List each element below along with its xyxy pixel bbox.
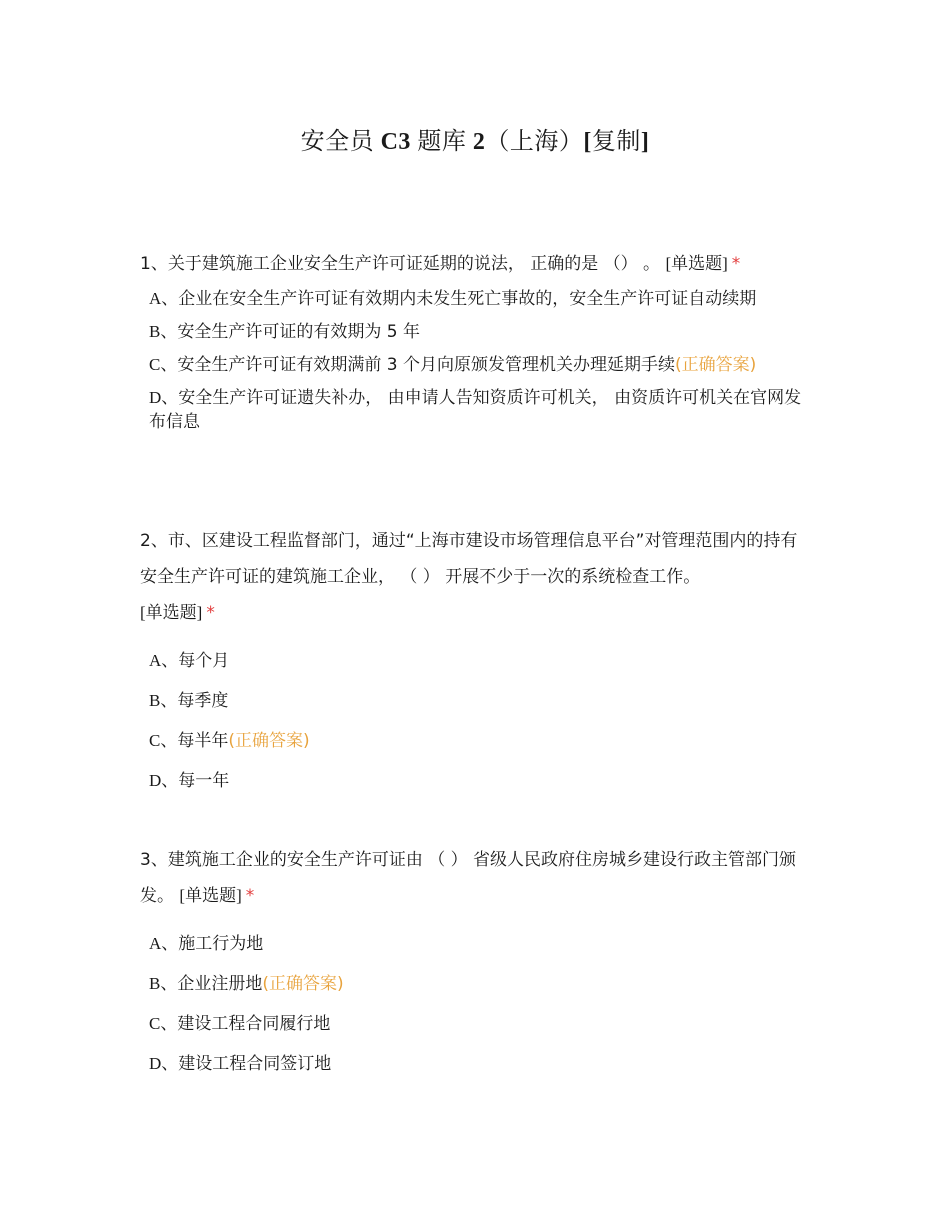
option-d[interactable] (149, 1044, 805, 1084)
option-letter: A (149, 934, 162, 953)
option-separator: 、 (160, 731, 178, 751)
option-text: 施工行为地 (178, 934, 264, 954)
option-text: 每半年 (177, 731, 229, 751)
option-a[interactable] (149, 924, 805, 964)
option-b[interactable] (149, 681, 805, 721)
option-list (140, 287, 805, 434)
option-letter: C (149, 1014, 161, 1033)
option-list (140, 924, 805, 1084)
option-separator: 、 (160, 1014, 178, 1034)
option-text: 企业在安全生产许可证有效期内未发生死亡事故的，安全生产许可证自动续期 (178, 289, 757, 309)
question-stem (140, 842, 805, 914)
title-bracket-open: [ (583, 129, 592, 156)
option-letter: D (149, 388, 162, 407)
title-text: 安全员 (300, 129, 381, 156)
title-bracket-close: ] (640, 129, 650, 156)
option-text: 企业注册地 (177, 974, 263, 994)
correct-answer-label: (正确答案) (674, 355, 757, 375)
option-c[interactable] (149, 1004, 805, 1044)
question-stem (140, 523, 805, 631)
option-letter: A (149, 289, 162, 308)
correct-answer-label: (正确答案) (228, 731, 310, 751)
option-text: 每一年 (178, 771, 230, 791)
option-text: 建设工程合同履行地 (177, 1014, 331, 1034)
question-type: [单选题] (179, 886, 242, 905)
question-2 (140, 523, 805, 801)
option-separator: 、 (160, 974, 178, 994)
option-a[interactable] (149, 641, 805, 681)
title-copy: 复制 (591, 129, 641, 156)
title-region: （上海） (485, 129, 584, 156)
question-text: 2、市、区建设工程监督部门，通过“上海市建设市场管理信息平台”对管理范围内的持有安全生产许可证的建筑施工企业， （ ） 开展不少于一次的系统检查工作。 (140, 531, 798, 587)
option-letter: D (149, 1054, 162, 1073)
option-letter: D (149, 771, 162, 790)
option-separator: 、 (161, 771, 179, 791)
option-text: 安全生产许可证遗失补办， 由申请人告知资质许可机关， 由资质许可机关在官网发布信息 (149, 388, 802, 432)
option-letter: C (149, 355, 161, 374)
correct-answer-label: (正确答案) (262, 974, 344, 994)
question-type: [单选题] (665, 254, 728, 273)
question-stem (140, 247, 805, 281)
option-list (140, 641, 805, 801)
option-text: 每个月 (178, 651, 230, 671)
option-separator: 、 (161, 289, 179, 309)
question-text: 1、关于建筑施工企业安全生产许可证延期的说法， 正确的是 （） 。 (140, 254, 661, 274)
option-letter: B (149, 691, 161, 710)
title-text-2: 题库 (410, 129, 473, 156)
option-text: 安全生产许可证的有效期为 5 年 (177, 322, 420, 342)
option-d[interactable] (149, 761, 805, 801)
option-d[interactable] (149, 386, 805, 434)
option-b[interactable] (149, 964, 805, 1004)
required-mark: * (731, 254, 741, 274)
title-code: C3 (380, 129, 411, 156)
option-separator: 、 (160, 322, 178, 342)
option-a[interactable] (149, 287, 805, 311)
option-b[interactable] (149, 320, 805, 344)
option-separator: 、 (161, 934, 179, 954)
option-separator: 、 (160, 355, 178, 375)
option-letter: B (149, 322, 161, 341)
option-letter: A (149, 651, 162, 670)
page-title (0, 124, 950, 160)
option-text: 建设工程合同签订地 (178, 1054, 332, 1074)
option-separator: 、 (161, 1054, 179, 1074)
question-3 (140, 842, 805, 1084)
option-text: 安全生产许可证有效期满前 3 个月向原颁发管理机关办理延期手续 (177, 355, 675, 375)
option-c[interactable] (149, 353, 805, 377)
question-1 (140, 247, 805, 443)
option-letter: B (149, 974, 161, 993)
required-mark: * (245, 886, 255, 906)
required-mark: * (206, 603, 215, 623)
title-number: 2 (472, 129, 486, 156)
question-type: [单选题] (140, 603, 203, 622)
option-text: 每季度 (177, 691, 229, 711)
question-text: 3、建筑施工企业的安全生产许可证由 （ ） 省级人民政府住房城乡建设行政主管部门颁发。 (140, 850, 797, 906)
option-separator: 、 (161, 388, 179, 408)
option-separator: 、 (160, 691, 178, 711)
option-c[interactable] (149, 721, 805, 761)
option-separator: 、 (161, 651, 179, 671)
option-letter: C (149, 731, 161, 750)
